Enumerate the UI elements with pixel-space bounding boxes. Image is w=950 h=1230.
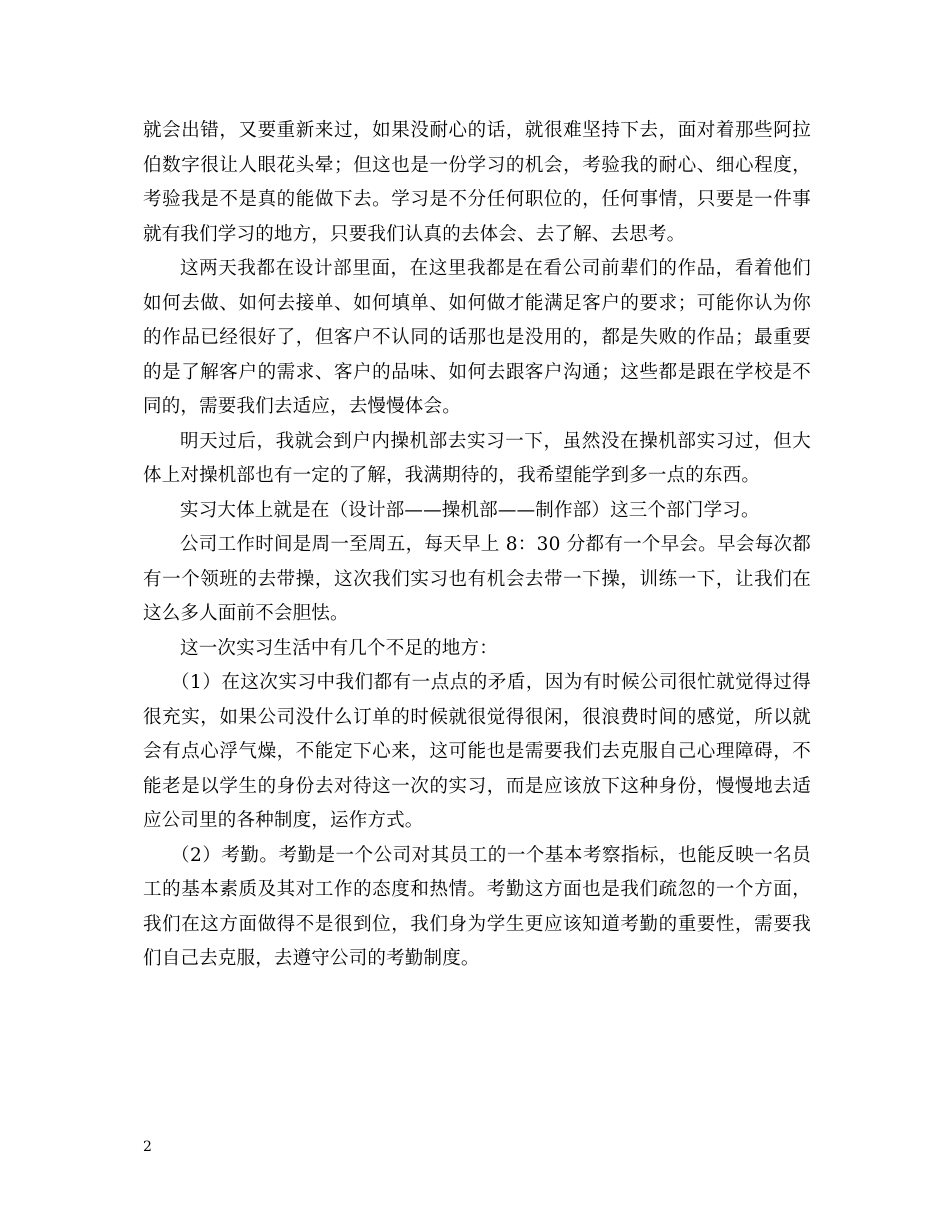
paragraph-design-department: 这两天我都在设计部里面，在这里我都是在看公司前辈们的作品，看着他们如何去做、如何去接单、如何填单、如何做才能满足客户的要求；可能你认为你的作品已经很好了，但客户不认同的话那也是没用的，都是失败的作品；最重要的是了解客户的需求、客户的品味、如何去跟客户沟通；这些都是跟在学校是不同的，需要我们去适应，去慢慢体会。 [143,258,811,417]
body-text [143,114,811,977]
paragraph-shortcomings-intro: 这一次实习生活中有几个不足的地方： [180,637,498,659]
page-number: 2 [143,1139,152,1155]
paragraph-internship-departments: 实习大体上就是在（设计部——操机部——制作部）这三个部门学习。 [180,499,760,521]
paragraph-continued: 就会出错，又要重新来过，如果没耐心的话，就很难坚持下去，面对着那些阿拉伯数字很让人眼花头晕；但这也是一份学习的机会，考验我的耐心、细心程度，考验我是不是真的能做下去。学习是不分任何职位的，任何事情，只要是一件事就有我们学习的地方，只要我们认真的去体会、去了解、去思考。 [143,120,811,245]
paragraph-shortcoming-1: （1）在这次实习中我们都有一点点的矛盾，因为有时候公司很忙就觉得过得很充实，如果公司没什么订单的时候就很觉得很闲，很浪费时间的感觉，所以就会有点心浮气燥，不能定下心来，这可能也是需要我们去克服自己心理障碍，不能老是以学生的身份去对待这一次的实习，而是应该放下这种身份，慢慢地去适应公司里的各种制度，运作方式。 [143,672,811,831]
paragraph-work-hours: 公司工作时间是周一至周五，每天早上 8：30 分都有一个早会。早会每次都有一个领班的去带操，这次我们实习也有机会去带一下操，训练一下，让我们在这么多人面前不会胆怯。 [143,534,811,624]
paragraph-machine-department: 明天过后，我就会到户内操机部去实习一下，虽然没在操机部实习过，但大体上对操机部也有一定的了解，我满期待的，我希望能学到多一点的东西。 [143,430,811,486]
paragraph-shortcoming-2: （2）考勤。考勤是一个公司对其员工的一个基本考察指标，也能反映一名员工的基本素质及其对工作的态度和热情。考勤这方面也是我们疏忽的一个方面，我们在这方面做得不是很到位，我们身为学生更应该知道考勤的重要性，需要我们自己去克服，去遵守公司的考勤制度。 [143,844,811,969]
